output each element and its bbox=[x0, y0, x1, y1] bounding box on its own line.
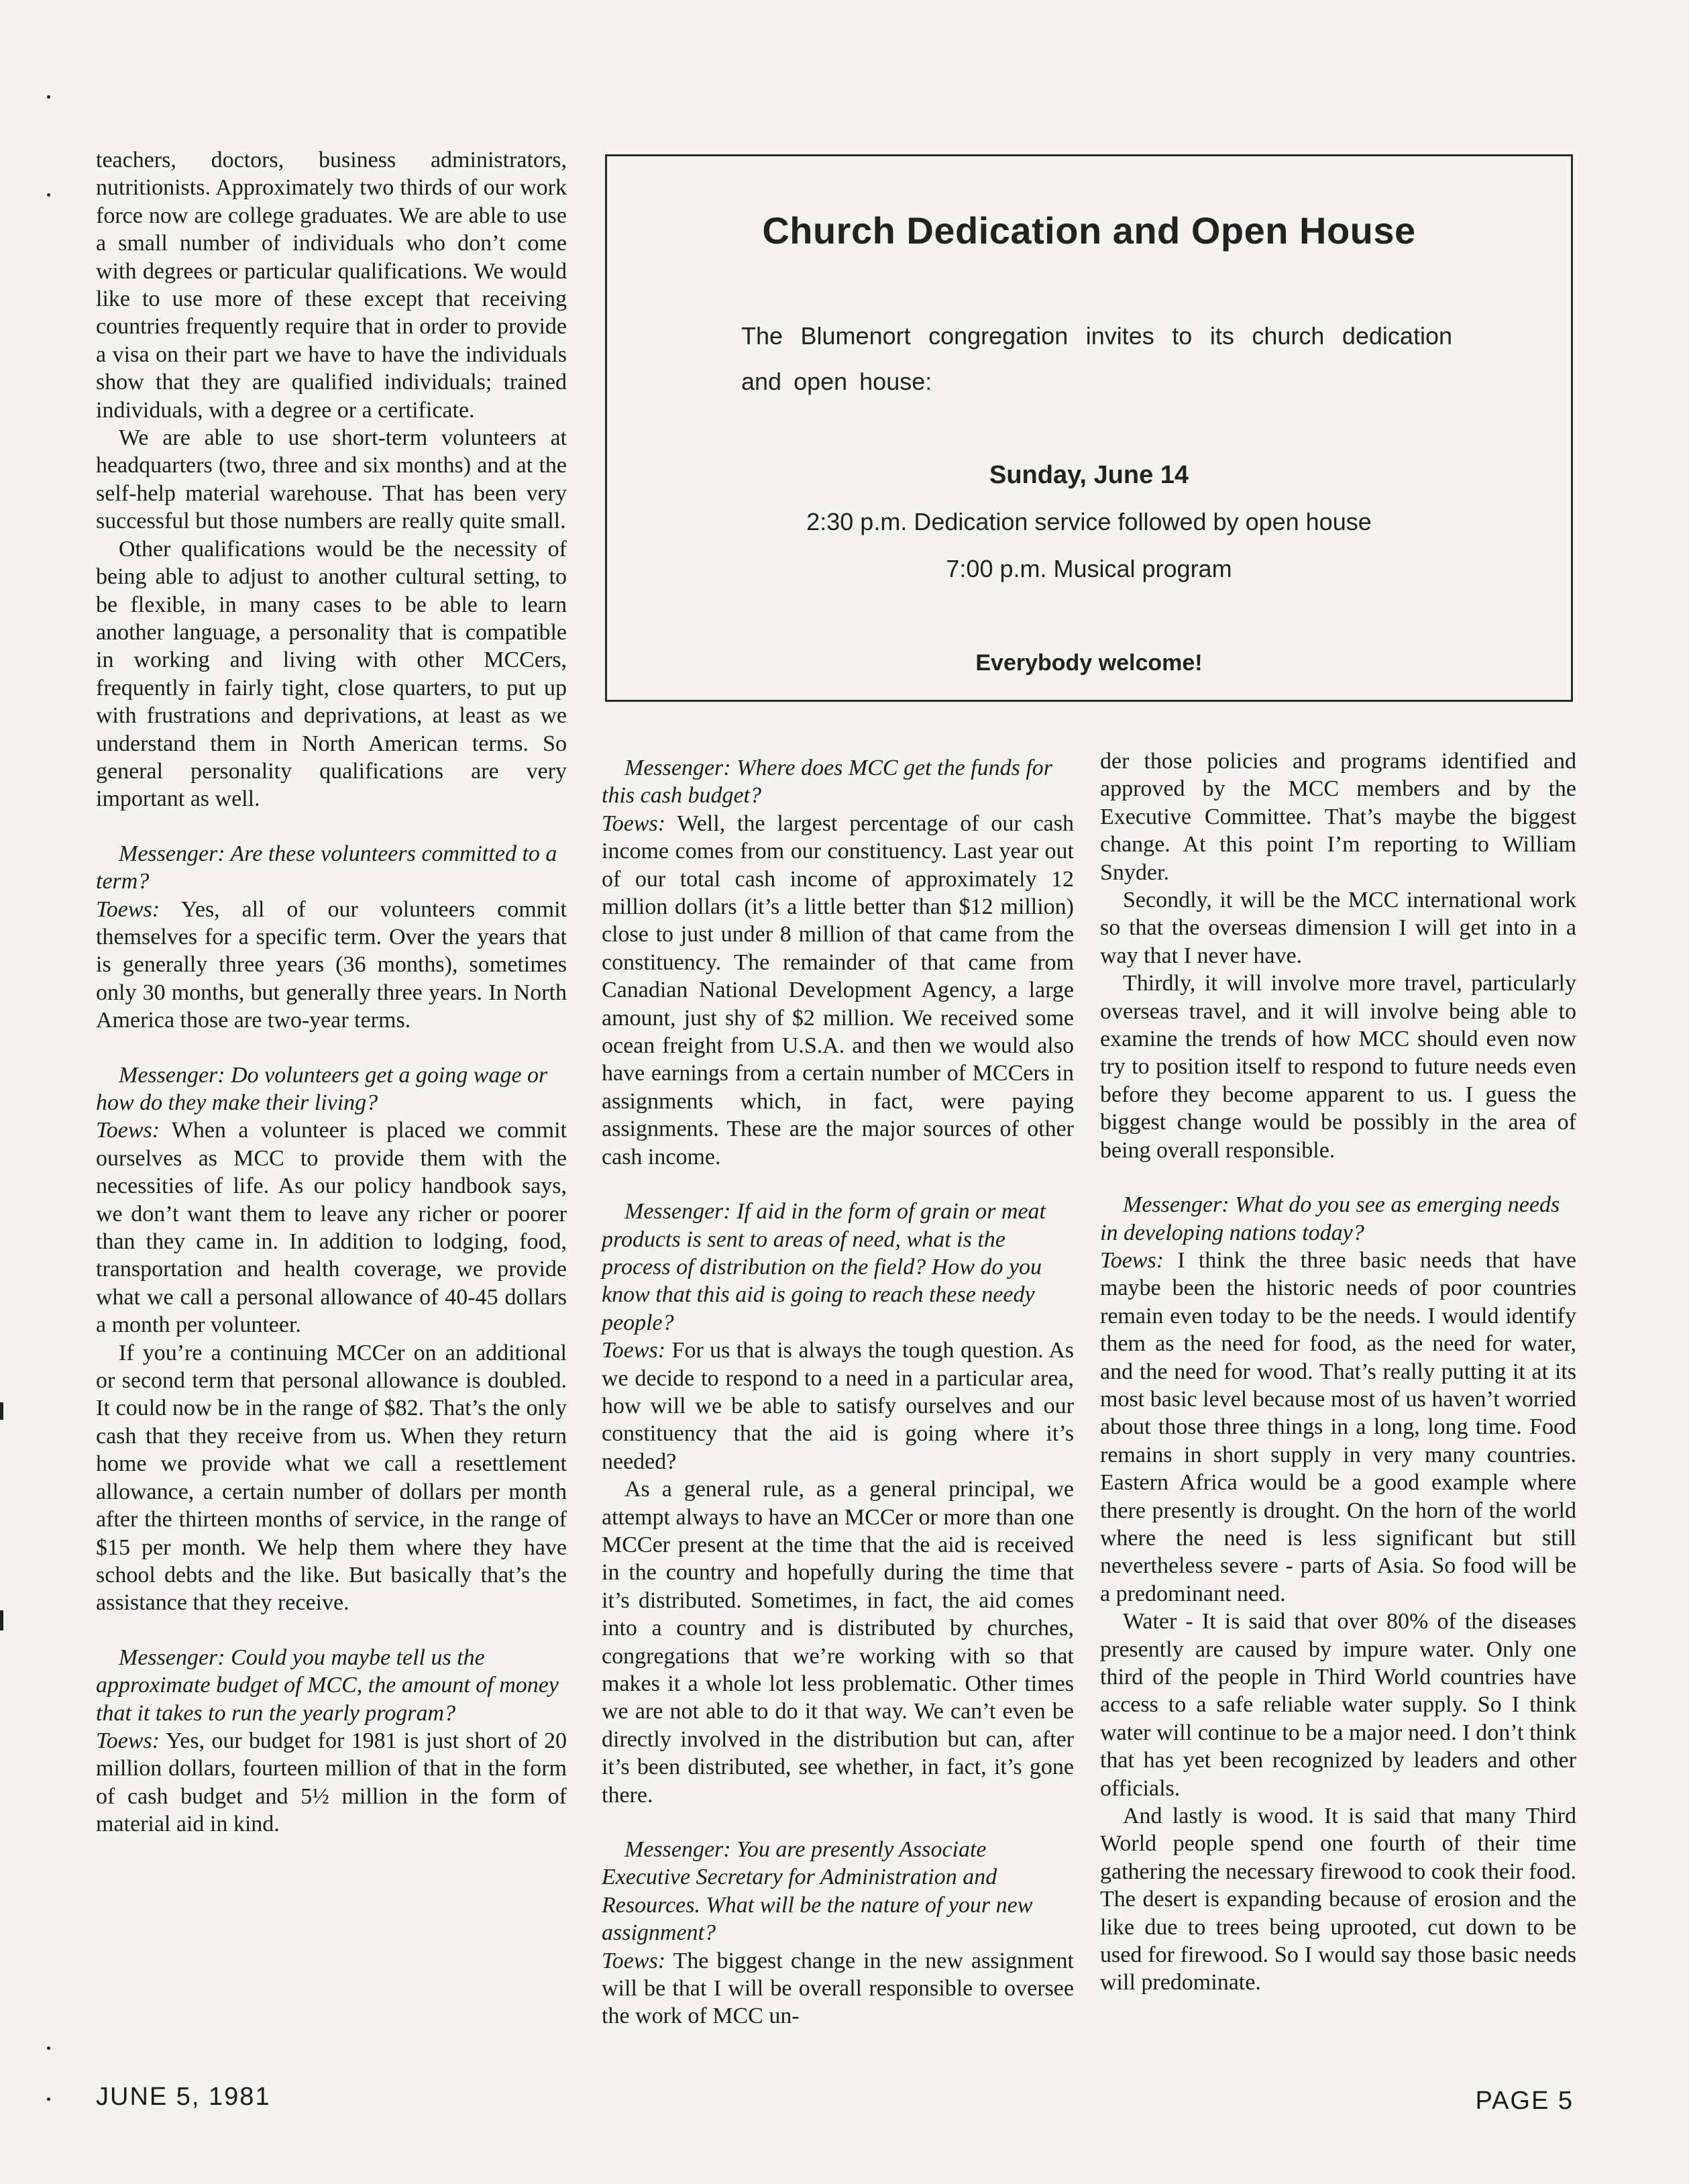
speaker-label: Toews: bbox=[96, 896, 160, 922]
paragraph: We are able to use short-term volunteers at headquarters (two, three and six months) and at the self-help material warehouse. That has been very successful but those numbers are really quite small. bbox=[96, 425, 567, 534]
interview-answer: Toews: Yes, our budget for 1981 is just short of 20 million dollars, fourteen million of that in the form of cash budget and 5½ million in the form of material aid in kind. bbox=[96, 1728, 567, 1837]
announcement-closing: Everybody welcome! bbox=[975, 650, 1203, 676]
speaker-label: Toews: bbox=[96, 1728, 160, 1753]
margin-dot bbox=[47, 2097, 50, 2101]
speaker-label: Toews: bbox=[96, 1118, 160, 1143]
margin-dot bbox=[47, 2046, 50, 2050]
paragraph: And lastly is wood. It is said that many Third World people spend one fourth of their time gathering the necessary firewood to cook their food. The desert is expanding because of erosion and the like due to trees being uprooted, cut down to be used for firewood. So I would say those basic needs will predominate. bbox=[1100, 1804, 1576, 1995]
interview-question: Messenger: You are presently Associate Executive Secretary for Administration and Resources. What will be the nature of your new assignment? bbox=[602, 1837, 1033, 1946]
paragraph: Thirdly, it will involve more travel, particularly overseas travel, and it will involve being able to examine the trends of how MCC should even now try to position itself to respond to future needs even before they become apparent to us. I guess the biggest change would be possibly in the area of being overall responsible. bbox=[1100, 971, 1576, 1163]
interview-answer: Toews: I think the three basic needs that have maybe been the historic needs of poor countries remain even today to be the needs. I would identify them as the need for food, as the need for water, and the need for wood. That’s really putting it at its most basic level because most of us haven’t worried about those three things in a long, long time. Food remains in short supply in very many countries. Eastern Africa would be a good example where there presently is drought. On the horn of the world where the need is less significant but still nevertheless severe - parts of Asia. So food will be a predominant need. bbox=[1100, 1247, 1576, 1606]
interview-question: Messenger: Could you maybe tell us the approximate budget of MCC, the amount of money that it takes to run the yearly program? bbox=[96, 1645, 559, 1726]
interview-answer: Toews: The biggest change in the new assignment will be that I will be overall responsible to oversee the work of MCC un- bbox=[602, 1948, 1074, 2029]
speaker-label: Toews: bbox=[602, 811, 666, 836]
paragraph: Secondly, it will be the MCC international work so that the overseas dimension I will get into in a way that I never have. bbox=[1100, 888, 1576, 968]
paragraph: der those policies and programs identified and approved by the MCC members and by the Executive Committee. That’s maybe the biggest change. At this point I’m reporting to William Snyder. bbox=[1100, 749, 1576, 885]
announcement-event: 2:30 p.m. Dedication service followed by open house bbox=[806, 508, 1372, 535]
announcement-date: Sunday, June 14 bbox=[989, 461, 1189, 489]
announcement-box bbox=[605, 154, 1573, 702]
interview-answer: Toews: Well, the largest percentage of our cash income comes from our constituency. Last year out of our total cash income of approximately 12 million dollars (it’s a little better than $12 million) close to just under 8 million of that came from the constituency. The remainder of that came from Canadian National Development Agency, a large amount, just shy of $2 million. We received some ocean freight from U.S.A. and then we would also have earnings from a certain number of MCCers in assignments which, in fact, were paying assignments. These are the major sources of other cash income. bbox=[602, 811, 1074, 1169]
speaker-label: Toews: bbox=[602, 1338, 666, 1363]
paragraph: As a general rule, as a general principal, we attempt always to have an MCCer or more than one MCCer present at the time that the aid is received in the country and hopefully during the time that it’s distributed. Sometimes, in fact, the aid comes into a country and is distributed by churches, congregations that we’re working with so that makes it a whole lot less problematic. Other times we are not able to do it that way. We can’t even be directly involved in the distribution but can, after it’s been distributed, see whether, in fact, it’s gone there. bbox=[602, 1477, 1074, 1808]
interview-question: Messenger: Where does MCC get the funds for this cash budget? bbox=[602, 756, 1053, 809]
interview-question: Messenger: Are these volunteers committed to a term? bbox=[96, 841, 557, 894]
speaker-label: Toews: bbox=[1100, 1247, 1164, 1273]
announcement-event: 7:00 p.m. Musical program bbox=[946, 555, 1232, 582]
announcement-intro: The Blumenort congregation invites to its church dedication and open house: bbox=[741, 322, 1452, 395]
article-column-3 bbox=[1100, 747, 1576, 1997]
footer-page-number: PAGE 5 bbox=[1475, 2087, 1574, 2115]
interview-question: Messenger: What do you see as emerging needs in developing nations today? bbox=[1100, 1192, 1560, 1245]
paragraph: If you’re a continuing MCCer on an additional or second term that personal allowance is doubled. It could now be in the range of $82. That’s the only cash that they receive from us. When they return home we provide what we call a resettlement allowance, a certain number of dollars per month after the thirteen months of service, in the range of $15 per month. We help them where they have school debts and the like. But basically that’s the assistance that they receive. bbox=[96, 1340, 567, 1616]
interview-answer: Toews: When a volunteer is placed we commit ourselves as MCC to provide them with the necessities of life. As our policy handbook says, we don’t want them to leave any richer or poorer than they came in. In addition to lodging, food, transportation and health coverage, we provide what we call a personal allowance of 40-45 dollars a month per volunteer. bbox=[96, 1118, 567, 1338]
interview-answer: Toews: Yes, all of our volunteers commit themselves for a specific term. Over the years that is generally three years (36 months), sometimes only 30 months, but generally three years. In North America those are two-year terms. bbox=[96, 896, 567, 1033]
interview-question: Messenger: If aid in the form of grain or meat products is sent to areas of need, what is the process of distribution on the field? How do you know that this aid is going to reach these needy people? bbox=[602, 1199, 1046, 1335]
interview-answer: Toews: For us that is always the tough question. As we decide to respond to a need in a particular area, how will we be able to satisfy ourselves and our constituency that the aid is going where it’s needed? bbox=[602, 1338, 1074, 1474]
margin-tick bbox=[0, 1402, 3, 1420]
margin-tick bbox=[0, 1610, 3, 1630]
article-column-1 bbox=[96, 146, 567, 1838]
paragraph: teachers, doctors, business administrators, nutritionists. Approximately two thirds of our work force now are college graduates. We are able to use a small number of individuals who don’t come with degrees or particular qualifications. We would like to use more of these except that receiving countries frequently require that in order to provide a visa on their part we have to have the individuals show that they are qualified individuals; trained individuals, with a degree or a certificate. bbox=[96, 148, 567, 423]
interview-question: Messenger: Do volunteers get a going wage or how do they make their living? bbox=[96, 1062, 548, 1115]
paragraph: Water - It is said that over 80% of the diseases presently are caused by impure water. Only one third of the people in Third World countries have access to a safe reliable water supply. So I think water will continue to be a major need. I don’t think that has yet been recognized by leaders and other officials. bbox=[1100, 1609, 1576, 1801]
paragraph: Other qualifications would be the necessity of being able to adjust to another cultural setting, to be flexible, in many cases to be able to learn another language, a personality that is compatible in working and living with other MCCers, frequently in fairly tight, close quarters, to put up with frustrations and deprivations, at least as we understand them in North American terms. So general personality qualifications are very important as well. bbox=[96, 536, 567, 812]
margin-dot bbox=[47, 95, 50, 99]
article-column-2 bbox=[602, 754, 1074, 2030]
announcement-title: Church Dedication and Open House bbox=[762, 209, 1416, 252]
margin-dot bbox=[47, 193, 50, 197]
footer-date: JUNE 5, 1981 bbox=[96, 2083, 271, 2111]
speaker-label: Toews: bbox=[602, 1948, 666, 1973]
